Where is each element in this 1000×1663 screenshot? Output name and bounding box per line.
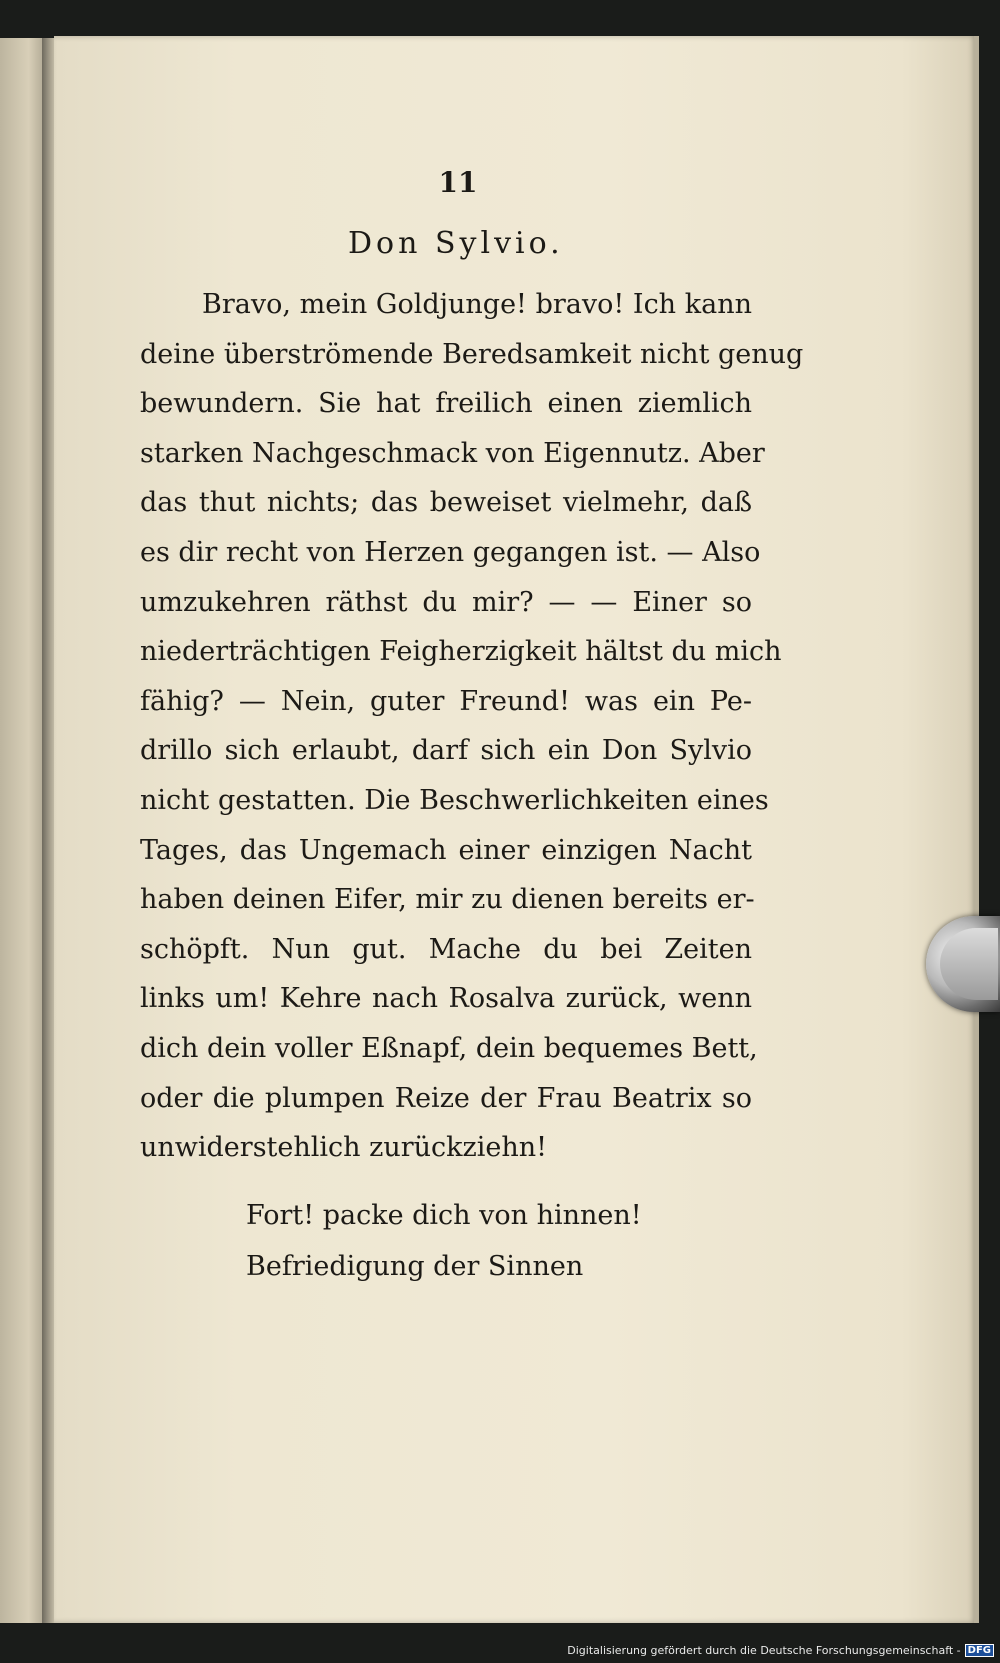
text-line: haben deinen Eifer, mir zu dienen bereits er- [140,884,755,916]
text-line: fähig? — Nein, guter Freund! was ein Pe- [140,685,752,717]
text-line: es dir recht von Herzen gegangen ist. — Also [140,536,761,568]
text-line: Bravo, mein Goldjunge! bravo! Ich kann [202,289,752,320]
text-line: bewundern. Sie hat freilich einen ziemlich [140,388,752,420]
text-line: oder die plumpen Reize der Frau Beatrix so [140,1082,752,1114]
text-line: drillo sich erlaubt, darf sich ein Don Sylvio [140,735,752,767]
text-line: umzukehren räthst du mir? — — Einer so [140,586,752,618]
clip-highlight [940,928,998,1000]
text-line: dich dein voller Eßnapf, dein bequemes Bett, [140,1032,758,1064]
text-line: deine überströmende Beredsamkeit nicht genug [140,338,804,370]
text-line: niederträchtigen Feigherzigkeit hältst du mich [140,636,782,668]
verse-line: Befriedigung der Sinnen [246,1251,584,1282]
verse-line: Fort! packe dich von hinnen! [246,1200,642,1231]
text-line: starken Nachgeschmack von Eigennutz. Aber [140,437,765,469]
digitization-credit [567,1644,994,1657]
prose-paragraph [140,280,804,1173]
credit-text: Digitalisierung gefördert durch die Deutsche Forschungsgemeinschaft - [567,1644,961,1657]
dfg-logo: DFG [965,1644,994,1657]
page-edge [974,36,979,1623]
page-number: 11 [438,166,478,199]
verse-block [246,1190,642,1292]
text-line: das thut nichts; das beweiset vielmehr, daß [140,487,752,519]
text-line: nicht gestatten. Die Beschwerlichkeiten eines [140,784,769,816]
text-line: unwiderstehlich zurückziehn! [140,1132,547,1164]
speaker-heading: Don Sylvio. [348,226,564,261]
text-line: schöpft. Nun gut. Mache du bei Zeiten [140,933,752,965]
text-line: links um! Kehre nach Rosalva zurück, wenn [140,983,752,1015]
text-line: Tages, das Ungemach einer einzigen Nacht [140,834,752,866]
